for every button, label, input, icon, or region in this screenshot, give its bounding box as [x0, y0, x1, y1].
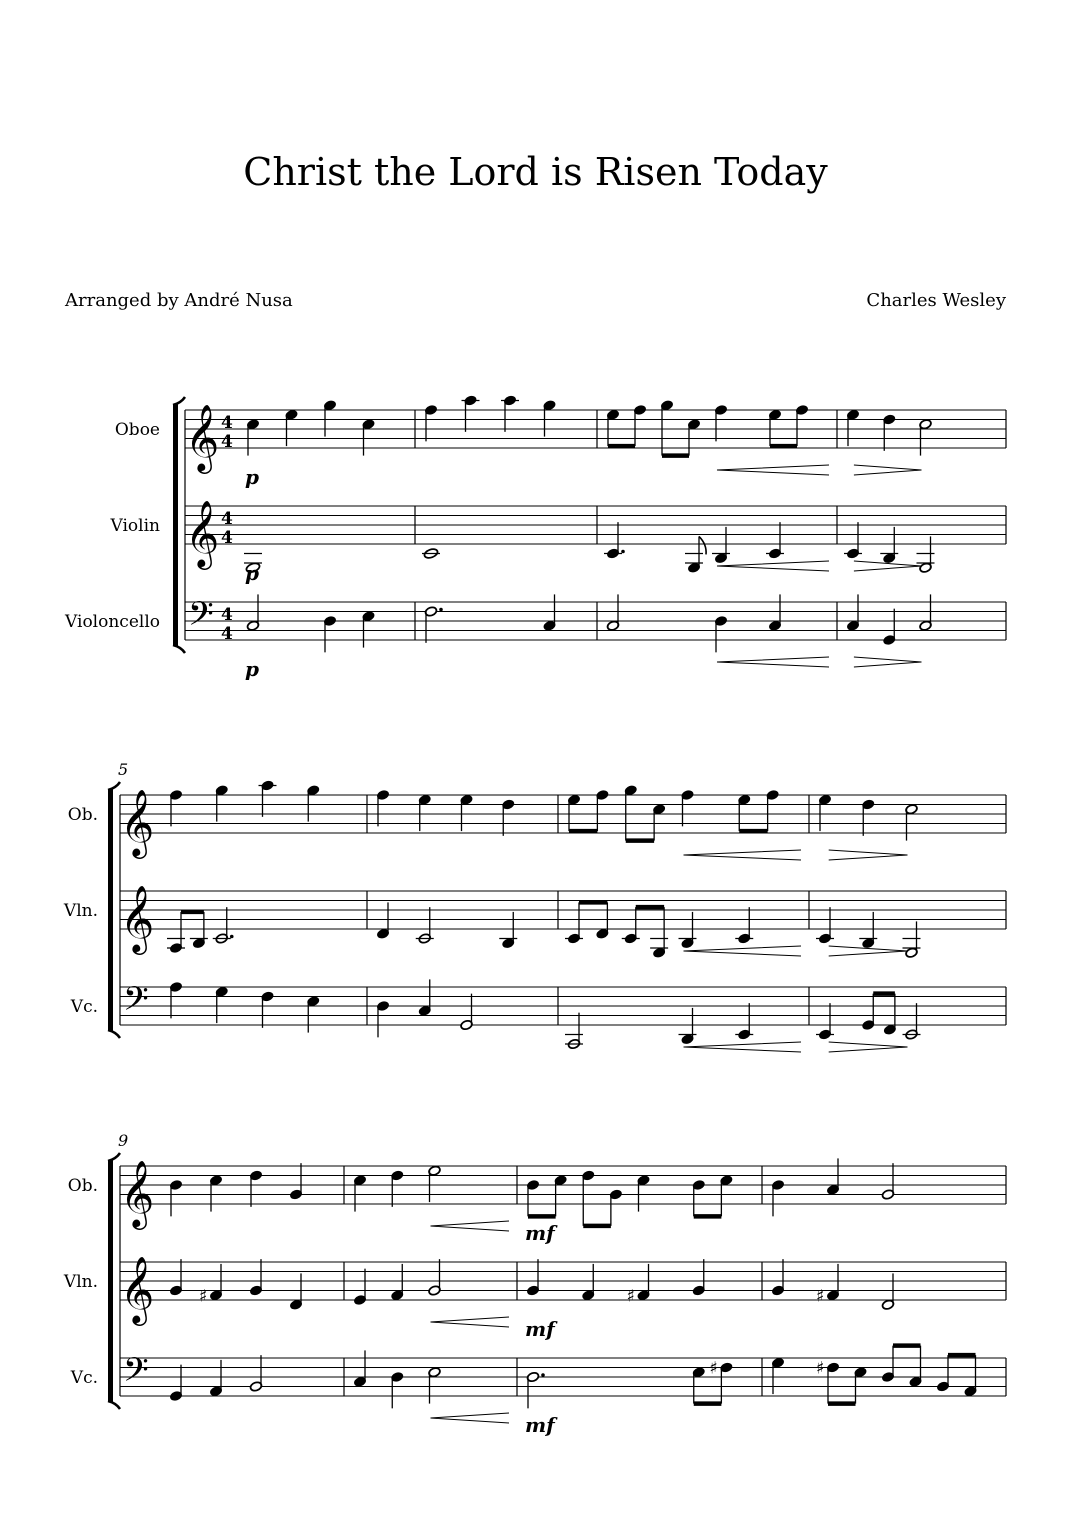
arranger-credit: Arranged by André Nusa: [65, 290, 293, 311]
time-signature-denominator: 4: [221, 432, 233, 452]
note: [499, 938, 517, 949]
treble-clef-icon: 𝄞: [120, 788, 155, 856]
decrescendo-hairpin: [854, 465, 922, 475]
note: [880, 553, 898, 564]
treble-clef-icon: 𝄞: [120, 1159, 155, 1227]
note: [917, 554, 935, 574]
treble-clef-icon: 𝄞: [120, 1255, 155, 1323]
dynamic-marking: p: [245, 561, 259, 585]
crescendo-hairpin: [431, 1221, 510, 1231]
voice-cello: [376, 979, 473, 1037]
voice-oboe: [525, 1170, 733, 1245]
note: [685, 554, 703, 574]
treble-clef-icon: 𝄞: [185, 403, 220, 471]
bracket-hook: [108, 1153, 120, 1161]
measure-number: 9: [118, 1131, 129, 1150]
voice-violin: [244, 554, 262, 586]
measure: [376, 789, 517, 1037]
time-signature-denominator: 4: [221, 624, 233, 644]
voice-violin: [167, 907, 234, 953]
voice-oboe: [169, 1163, 302, 1216]
composer-credit: Charles Wesley: [866, 290, 1006, 311]
voice-cello: [565, 1003, 801, 1052]
note: [190, 938, 208, 949]
voice-oboe: [424, 395, 556, 441]
note: [735, 933, 753, 944]
system: [64, 395, 1006, 681]
system-bracket: [108, 789, 113, 1031]
note: [816, 933, 834, 944]
decrescendo-hairpin: [854, 657, 922, 667]
crescendo-hairpin: [717, 465, 829, 475]
note: [501, 395, 519, 406]
crescendo-hairpin: [717, 561, 829, 571]
crescendo-hairpin: [717, 657, 829, 667]
sharp-icon: ♯: [709, 1358, 718, 1379]
note: [679, 938, 697, 949]
note: [816, 1286, 840, 1306]
note: [627, 1286, 651, 1306]
crescendo-hairpin: [431, 1317, 510, 1327]
voice-cello: [816, 994, 921, 1052]
bracket-hook: [173, 645, 185, 653]
treble-clef-icon: 𝄞: [185, 499, 220, 567]
note: [199, 1286, 223, 1306]
bracket-hook: [173, 397, 185, 405]
instrument-label: Ob.: [67, 1176, 98, 1196]
sharp-icon: ♯: [816, 1358, 825, 1379]
voice-oboe: [606, 400, 829, 475]
dynamic-marking: mf: [525, 1317, 555, 1341]
duration-dot: [230, 935, 234, 939]
dynamic-marking: mf: [525, 1221, 555, 1245]
measure: [244, 400, 375, 681]
system: [63, 760, 1006, 1052]
voice-cello: [525, 1359, 733, 1438]
measure: [167, 780, 320, 1033]
voice-violin: [376, 902, 517, 948]
instrument-label: Violoncello: [65, 612, 160, 632]
voice-cello: [771, 1346, 977, 1404]
measure: [604, 400, 829, 667]
decrescendo-hairpin: [829, 1042, 908, 1052]
instrument-label: Violin: [110, 516, 160, 536]
duration-dot: [541, 1373, 545, 1377]
instrument-label: Oboe: [114, 420, 160, 440]
note: [650, 939, 668, 959]
voice-violin: [169, 1259, 302, 1310]
duration-dot: [439, 608, 443, 612]
time-signature-numerator: 4: [221, 413, 233, 433]
voice-violin: [771, 1259, 894, 1310]
note: [565, 933, 583, 944]
voice-violin: [816, 907, 921, 958]
note: [859, 938, 877, 949]
system: [63, 1131, 1006, 1437]
instrument-label: Vc.: [70, 997, 98, 1017]
voice-violin: [422, 548, 440, 560]
bass-clef-icon: 𝄢: [123, 980, 149, 1027]
measure: [525, 1170, 733, 1437]
sharp-icon: ♯: [199, 1286, 208, 1307]
note: [213, 933, 234, 944]
voice-violin: [604, 522, 829, 573]
measure: [422, 395, 556, 643]
bracket-hook: [108, 782, 120, 790]
note: [816, 1029, 834, 1040]
voice-oboe: [245, 400, 375, 489]
bass-clef-icon: 𝄢: [188, 595, 214, 642]
note: [259, 780, 277, 791]
time-signature-numerator: 4: [221, 509, 233, 529]
instrument-label: Ob.: [67, 805, 98, 825]
note: [565, 1035, 583, 1050]
note: [167, 939, 185, 954]
instrument-label: Vln.: [63, 1272, 98, 1292]
time-signature-denominator: 4: [221, 528, 233, 548]
system-bracket: [108, 1160, 113, 1402]
voice-oboe: [771, 1158, 894, 1216]
note: [735, 1029, 753, 1040]
voice-oboe: [376, 789, 514, 835]
crescendo-hairpin: [684, 1042, 802, 1052]
sharp-icon: ♯: [816, 1286, 825, 1307]
voice-violin: [565, 902, 801, 958]
crescendo-hairpin: [684, 946, 802, 956]
voice-cello: [245, 594, 375, 681]
note: [622, 933, 640, 944]
measure-number: 5: [118, 760, 129, 779]
staff-cello: [70, 987, 1006, 1025]
time-signature-numerator: 4: [221, 605, 233, 625]
instrument-label: Vln.: [63, 901, 98, 921]
voice-oboe: [169, 780, 319, 826]
flag: [699, 536, 706, 554]
system-bracket: [173, 404, 178, 646]
duration-dot: [621, 550, 625, 554]
instrument-label: Vc.: [70, 1368, 98, 1388]
decrescendo-hairpin: [829, 850, 908, 860]
voice-violin: [844, 522, 935, 573]
note: [712, 553, 730, 564]
voice-violin: [353, 1259, 509, 1327]
staff-oboe: [68, 795, 1006, 833]
note: [416, 933, 434, 944]
voice-cello: [169, 1355, 262, 1401]
note: [462, 395, 480, 406]
dynamic-marking: mf: [525, 1413, 555, 1437]
bass-clef-icon: 𝄢: [123, 1351, 149, 1398]
note: [679, 1034, 697, 1045]
measure: [169, 1163, 302, 1401]
dynamic-marking: p: [245, 465, 259, 489]
score-title: Christ the Lord is Risen Today: [243, 150, 828, 194]
voice-oboe: [567, 785, 801, 860]
note: [844, 548, 862, 559]
note: [422, 548, 440, 560]
bracket-hook: [108, 1401, 120, 1409]
note: [903, 1029, 921, 1040]
dynamic-marking: p: [245, 657, 259, 681]
crescendo-hairpin: [431, 1413, 510, 1423]
note: [604, 548, 625, 559]
staff-violin: [110, 506, 1006, 544]
sharp-icon: ♯: [626, 1286, 635, 1307]
crescendo-hairpin: [684, 850, 802, 860]
bracket-hook: [108, 1030, 120, 1038]
note: [766, 548, 784, 559]
treble-clef-icon: 𝄞: [120, 884, 155, 952]
measure: [565, 785, 801, 1052]
note: [903, 939, 921, 959]
